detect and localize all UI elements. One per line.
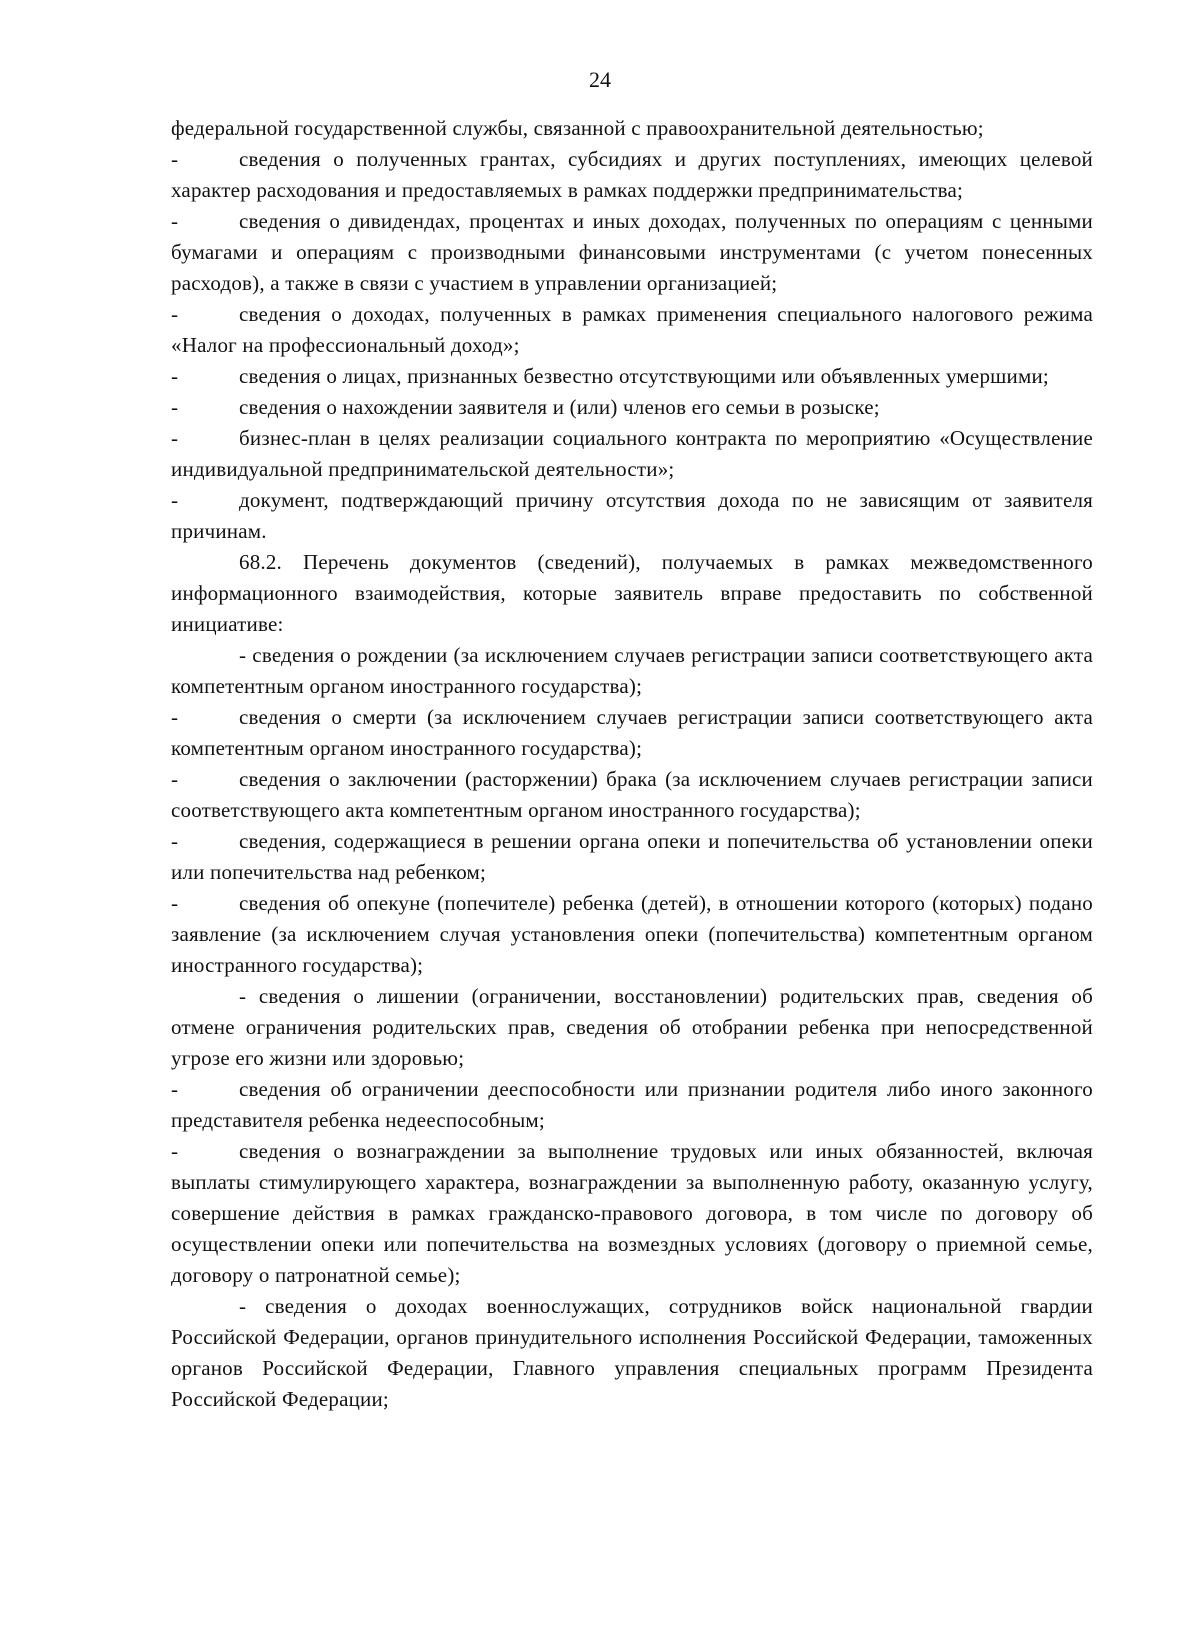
bullet-dash: - — [171, 705, 179, 729]
bullet-dash: - — [171, 1139, 179, 1163]
bullet-dash: - — [171, 891, 179, 915]
list-item-guardian-info: - сведения об опекуне (попечителе) ребенка (детей), в отношении которого (которых) подано заявление (за исключением случая установления опеки (попечительства) компетентным органом иностранного государства); — [171, 888, 1093, 981]
bullet-dash: - — [171, 364, 179, 388]
bullet-dash: - — [171, 147, 179, 171]
list-item-legal-capacity: - сведения об ограничении дееспособности или признании родителя либо иного законного представителя ребенка недееспособным; — [171, 1074, 1093, 1136]
bullet-dash: - — [171, 426, 179, 450]
list-item-military-income: - сведения о доходах военнослужащих, сотрудников войск национальной гвардии Российской Федерации, органов принудительного исполнения Российской Федерации, таможенных органов Российской Федерации, Главного управления специальных программ Президента Российской Федерации; — [171, 1294, 1093, 1411]
bullet-dash: - — [171, 395, 179, 419]
section-68-2-heading: 68.2. Перечень документов (сведений), получаемых в рамках межведомственного информационного взаимодействия, которые заявитель вправе предоставить по собственной инициативе: — [171, 550, 1093, 636]
list-item-professional-income-tax: - сведения о доходах, полученных в рамках применения специального налогового режима «Налог на профессиональный доход»; — [171, 299, 1093, 361]
bullet-dash: - — [171, 209, 179, 233]
document-body — [171, 113, 1093, 1415]
list-item-dividends: - сведения о дивидендах, процентах и иных доходах, полученных по операциям с ценными бумагами и операциям с производными финансовыми инструментами (с учетом понесенных расходов), а также в связи с участием в управлении организацией; — [171, 206, 1093, 299]
bullet-dash: - — [171, 488, 179, 512]
list-item-guardianship-decision: - сведения, содержащиеся в решении органа опеки и попечительства об установлении опеки или попечительства над ребенком; — [171, 826, 1093, 888]
bullet-dash: - — [171, 1077, 179, 1101]
list-item-remuneration: - сведения о вознаграждении за выполнение трудовых или иных обязанностей, включая выплаты стимулирующего характера, вознаграждении за выполненную работу, оказанную услугу, совершение действия в рамках гражданско-правового договора, в том числе по договору об осуществлении опеки или попечительства на возмездных условиях (договору о приемной семье, договору о патронатной семье); — [171, 1136, 1093, 1291]
list-item-death-records: - сведения о смерти (за исключением случаев регистрации записи соответствующего акта компетентным органом иностранного государства); — [171, 702, 1093, 764]
list-item-parental-rights: - сведения о лишении (ограничении, восстановлении) родительских прав, сведения об отмене ограничения родительских прав, сведения об отобрании ребенка при непосредственной угрозе его жизни или здоровью; — [171, 984, 1093, 1070]
list-item-grants: - сведения о полученных грантах, субсидиях и других поступлениях, имеющих целевой характер расходования и предоставляемых в рамках поддержки предпринимательства; — [171, 144, 1093, 206]
paragraph-continuation: федеральной государственной службы, связанной с правоохранительной деятельностью; — [171, 116, 984, 140]
bullet-dash: - — [171, 829, 179, 853]
list-item-marriage-records: - сведения о заключении (расторжении) брака (за исключением случаев регистрации записи соответствующего акта компетентным органом иностранного государства); — [171, 764, 1093, 826]
list-item-birth-records: - сведения о рождении (за исключением случаев регистрации записи соответствующего акта компетентным органом иностранного государства); — [171, 643, 1093, 698]
list-item-wanted-search: - сведения о нахождении заявителя и (или) членов его семьи в розыске; — [171, 392, 1093, 423]
bullet-dash: - — [171, 302, 179, 326]
page-number: 24 — [589, 67, 611, 92]
list-item-no-income-reason: - документ, подтверждающий причину отсутствия дохода по не зависящим от заявителя причинам. — [171, 485, 1093, 547]
list-item-business-plan: - бизнес-план в целях реализации социального контракта по мероприятию «Осуществление индивидуальной предпринимательской деятельности»; — [171, 423, 1093, 485]
bullet-dash: - — [171, 767, 179, 791]
list-item-missing-persons: - сведения о лицах, признанных безвестно отсутствующими или объявленных умершими; — [171, 361, 1093, 392]
